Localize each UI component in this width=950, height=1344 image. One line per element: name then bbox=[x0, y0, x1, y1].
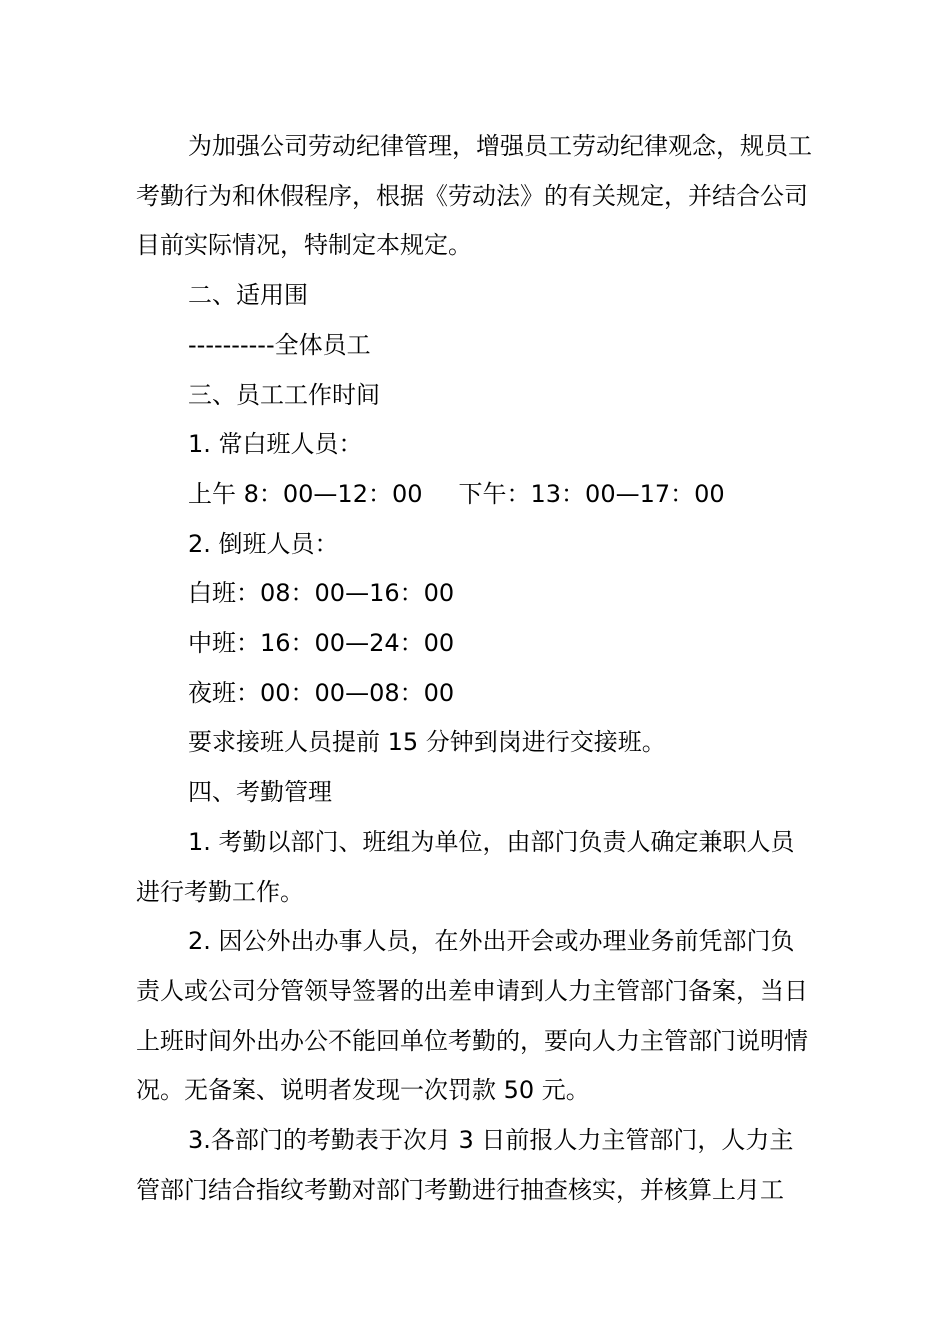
rule2-line-4: 况。无备案、说明者发现一次罚款 50 元。 bbox=[136, 1076, 590, 1105]
document-body bbox=[136, 122, 864, 1215]
day-shift-morning: 上午 8：00—12：00 bbox=[188, 479, 423, 508]
intro-line-3: 目前实际情况，特制定本规定。 bbox=[136, 231, 472, 260]
scope-text: ----------全体员工 bbox=[188, 330, 371, 359]
rule2-line-3: 上班时间外出办公不能回单位考勤的，要向人力主管部门说明情 bbox=[136, 1026, 808, 1055]
rotating-shift-heading: 2. 倒班人员： bbox=[188, 529, 339, 558]
day-shift-heading: 1. 常白班人员： bbox=[188, 430, 363, 459]
rule1-line-1: 1. 考勤以部门、班组为单位，由部门负责人确定兼职人员 bbox=[188, 827, 795, 856]
rule2-line-2: 责人或公司分管领导签署的出差申请到人力主管部门备案，当日 bbox=[136, 976, 808, 1005]
section-heading-scope: 二、适用围 bbox=[188, 281, 308, 310]
section-heading-attendance: 四、考勤管理 bbox=[188, 778, 332, 807]
section-heading-work-time: 三、员工工作时间 bbox=[188, 380, 380, 409]
day-shift-afternoon: 下午：13：00—17：00 bbox=[458, 479, 725, 508]
handover-note: 要求接班人员提前 15 分钟到岗进行交接班。 bbox=[188, 728, 666, 757]
rule2-line-1: 2. 因公外出办事人员，在外出开会或办理业务前凭部门负 bbox=[188, 927, 795, 956]
shift-middle: 中班：16：00—24：00 bbox=[188, 629, 455, 658]
intro-line-1: 为加强公司劳动纪律管理，增强员工劳动纪律观念，规员工 bbox=[188, 132, 812, 160]
rule3-line-1: 3.各部门的考勤表于次月 3 日前报人力主管部门，人力主 bbox=[188, 1126, 794, 1155]
day-shift-hours bbox=[136, 470, 864, 520]
rule1-line-2: 进行考勤工作。 bbox=[136, 877, 304, 906]
shift-day: 白班：08：00—16：00 bbox=[188, 579, 455, 608]
rule3-line-2: 管部门结合指纹考勤对部门考勤进行抽查核实，并核算上月工 bbox=[136, 1175, 784, 1204]
shift-night: 夜班：00：00—08：00 bbox=[188, 678, 455, 707]
intro-line-2: 考勤行为和休假程序，根据《劳动法》的有关规定，并结合公司 bbox=[136, 181, 808, 210]
